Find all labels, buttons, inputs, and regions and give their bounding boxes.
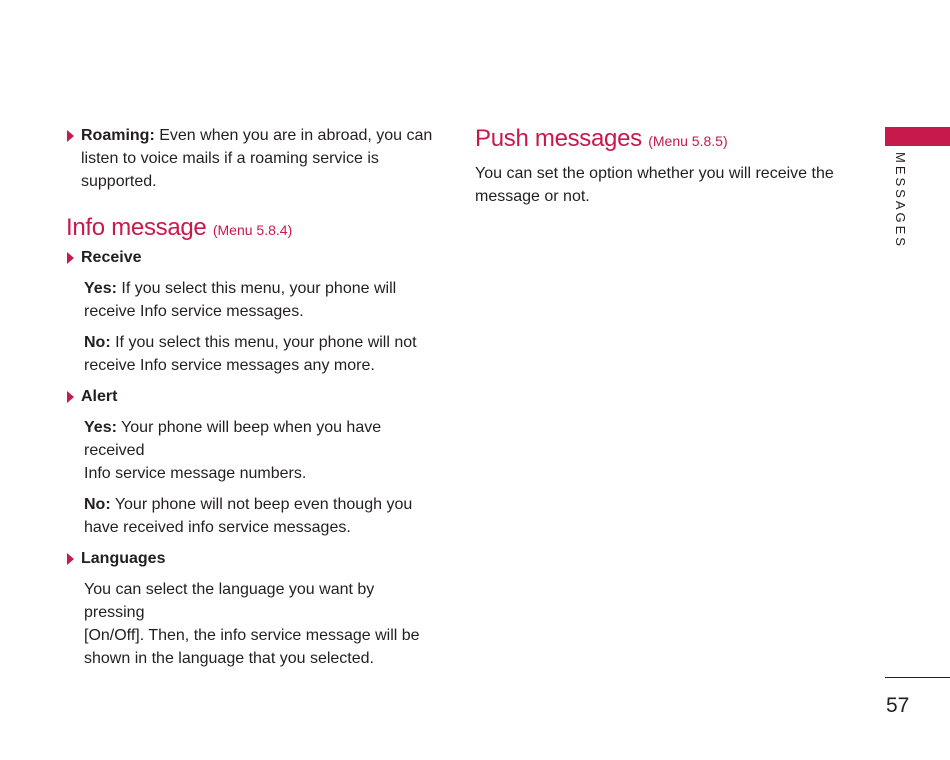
section-label: MESSAGES (893, 152, 908, 249)
alert-item (66, 386, 438, 408)
page-number: 57 (886, 694, 910, 717)
receive-item (66, 247, 438, 269)
roaming-item (66, 124, 438, 193)
receive-no-line-1: If you select this menu, your phone will not (115, 334, 417, 351)
alert-yes (66, 416, 438, 485)
roaming-line-3: supported. (81, 173, 157, 190)
bullet-triangle-icon (67, 391, 74, 403)
roaming-label: Roaming: (81, 127, 155, 144)
languages-line-2: [On/Off]. Then, the info service message will be (84, 627, 420, 644)
receive-no-line-2: receive Info service messages any more. (84, 357, 375, 374)
push-messages-body (475, 162, 840, 208)
bullet-triangle-icon (67, 553, 74, 565)
bullet-triangle-icon (67, 252, 74, 264)
roaming-line-2: listen to voice mails if a roaming service is (81, 150, 379, 167)
yes-label: Yes: (84, 419, 117, 436)
push-messages-line-2: message or not. (475, 188, 590, 205)
info-message-title: Info message (66, 214, 207, 241)
push-messages-heading (475, 124, 840, 156)
languages-item (66, 548, 438, 570)
left-column (66, 124, 438, 670)
roaming-line-1: Even when you are in abroad, you can (159, 127, 433, 144)
languages-heading: Languages (81, 550, 166, 567)
no-label: No: (84, 334, 111, 351)
languages-line-1: You can select the language you want by pressing (84, 581, 375, 621)
push-messages-line-1: You can set the option whether you will receive the (475, 165, 834, 182)
bullet-triangle-icon (67, 130, 74, 142)
alert-heading: Alert (81, 388, 118, 405)
languages-line-3: shown in the language that you selected. (84, 650, 374, 667)
right-column (475, 124, 840, 208)
push-messages-title: Push messages (475, 125, 642, 152)
push-messages-menu-ref: (Menu 5.8.5) (648, 133, 728, 149)
roaming-text (81, 124, 438, 193)
alert-no-line-1: Your phone will not beep even though you (114, 496, 413, 513)
receive-heading: Receive (81, 249, 142, 266)
info-message-menu-ref: (Menu 5.8.4) (212, 222, 293, 238)
alert-yes-line-1: Your phone will beep when you have received (84, 419, 382, 459)
languages-body (66, 578, 438, 670)
receive-no (66, 331, 438, 377)
receive-yes (66, 277, 438, 323)
alert-yes-line-2: Info service message numbers. (84, 465, 307, 482)
yes-label: Yes: (84, 280, 117, 297)
page-number-divider (885, 677, 950, 678)
info-message-heading (66, 213, 438, 245)
section-tab-bar (885, 127, 950, 146)
alert-no-line-2: have received info service messages. (84, 519, 351, 536)
receive-yes-line-1: If you select this menu, your phone will (121, 280, 397, 297)
no-label: No: (84, 496, 111, 513)
alert-no (66, 493, 438, 539)
receive-yes-line-2: receive Info service messages. (84, 303, 304, 320)
